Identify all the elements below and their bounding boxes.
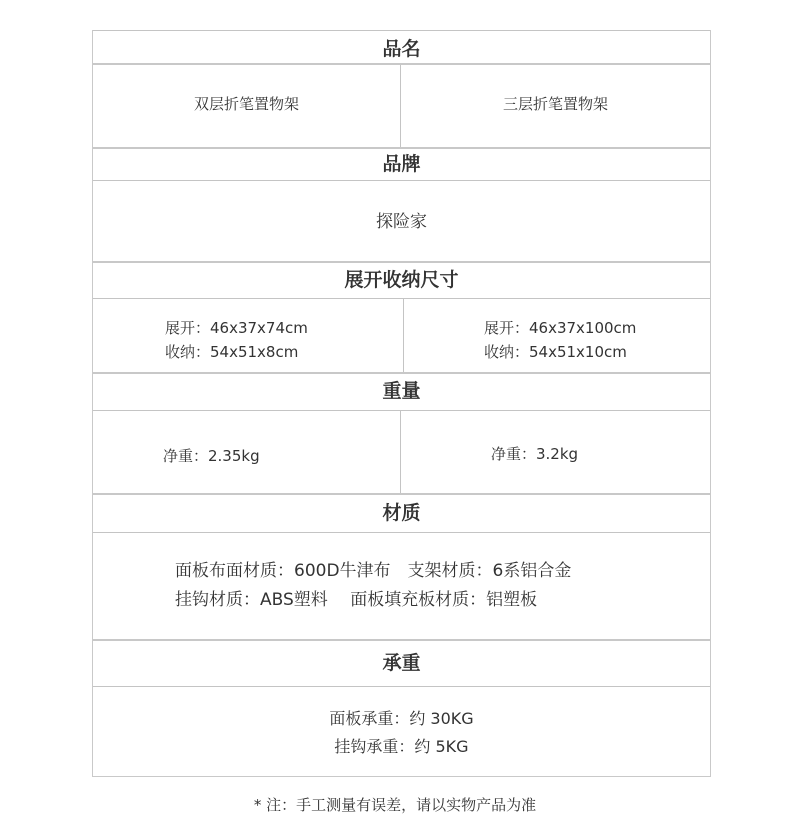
weight-left: 净重：2.35kg [163,447,260,465]
material-body [175,557,571,615]
product-name-left: 双层折笔置物架 [193,95,299,113]
divider [93,493,710,495]
material-header: 材质 [382,502,421,524]
divider [93,410,710,411]
divider [93,372,710,374]
divider [93,180,710,181]
brand-value: 探险家 [376,212,427,232]
size-left-fold: 收纳：54x51x8cm [165,343,299,361]
divider [93,63,710,65]
size-left-unfold: 展开：46x37x74cm [165,319,308,337]
weight-header: 重量 [382,380,421,402]
load-line-2: 挂钩承重：约 5KG [334,737,469,756]
spec-table [92,30,711,777]
divider [93,639,710,641]
size-header: 展开收纳尺寸 [344,269,459,291]
load-line-1: 面板承重：约 30KG [329,709,474,728]
divider [93,298,710,299]
column-divider [400,411,401,493]
size-right-fold: 收纳：54x51x10cm [484,343,627,361]
load-header: 承重 [382,652,421,674]
size-right [484,316,636,364]
size-right-unfold: 展开：46x37x100cm [484,319,637,337]
divider [93,686,710,687]
material-line-2: 挂钩材质：ABS塑料 面板填充板材质：铝塑板 [175,590,538,610]
brand-header: 品牌 [382,153,421,175]
column-divider [403,299,404,372]
load-body [93,705,710,761]
weight-right: 净重：3.2kg [491,445,579,463]
table-border [93,30,710,31]
product-name-right: 三层折笔置物架 [502,95,608,113]
footnote: * 注：手工测量有误差，请以实物产品为准 [253,796,537,814]
product-name-header: 品名 [382,38,421,60]
divider [93,532,710,533]
size-left [165,316,308,364]
material-line-1: 面板布面材质：600D牛津布 支架材质：6系铝合金 [175,561,572,581]
